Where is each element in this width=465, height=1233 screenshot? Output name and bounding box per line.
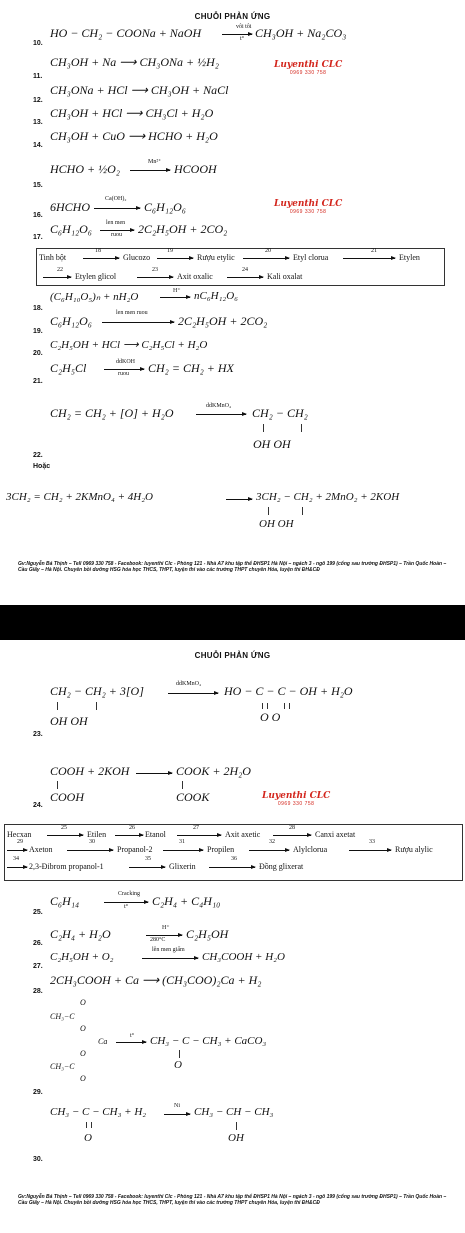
reaction-22-right: CH₂ − CH₂ <box>252 406 308 420</box>
reaction-18-condition-top: H⁺ <box>173 288 181 294</box>
reaction-24-right-bottom: COOK <box>176 790 210 804</box>
reaction-15-left: HCHO + ½O₂ <box>50 162 120 176</box>
reaction-25-right: C₂H₄ + C₄H₁₀ <box>152 894 221 908</box>
step-number: 25 <box>61 825 67 831</box>
reaction-25-condition-bottom: t° <box>124 904 129 910</box>
reaction-23-left: CH₂ − CH₂ + 3[O] <box>50 684 144 698</box>
double-bond <box>284 703 290 709</box>
step-number: 34 <box>13 856 19 862</box>
step-number: 26 <box>129 825 135 831</box>
chain-compound: Axit oxalic <box>177 272 213 281</box>
reaction-30-condition-top: Ni <box>174 1103 180 1109</box>
chain-start: Hecxan <box>7 830 32 839</box>
chain-compound: Axit axetic <box>225 830 261 839</box>
reaction-number: 24. <box>33 802 43 809</box>
chain-compound: Glucozo <box>123 253 151 262</box>
reaction-16-right: C₆H₁₂O₆ <box>144 200 187 214</box>
reaction-number: 29. <box>33 1089 43 1096</box>
brand-phone: 0969 330 758 <box>289 209 327 215</box>
step-number: 31 <box>179 839 185 845</box>
reaction-18-right: nC₆H₁₂O₆ <box>194 290 239 302</box>
chain-arrow <box>249 850 289 851</box>
chain-arrow <box>243 258 289 259</box>
reaction-26-right: C₂H₅OH <box>186 927 229 941</box>
reaction-30-substituent-right: OH <box>228 1132 244 1144</box>
page-title: CHUỖI PHẢN ỨNG <box>194 651 271 660</box>
reaction-number: 20. <box>33 350 43 357</box>
reaction-24-right-top: COOK + 2H₂O <box>176 764 251 778</box>
brand-phone: 0969 330 758 <box>277 801 315 807</box>
reaction-number: 13. <box>33 119 43 126</box>
bond-line <box>236 1122 237 1130</box>
reaction-15-condition-top: Mn²⁺ <box>148 159 162 165</box>
reaction-22-substituents: OH OH <box>253 437 291 451</box>
chain-arrow <box>115 835 143 836</box>
chain-arrow <box>7 867 27 868</box>
reaction-17-condition-top: len men <box>106 220 126 226</box>
reaction-10-left: HO − CH₂ − COONa + NaOH <box>50 26 202 40</box>
reaction-24-left-bottom: COOH <box>50 790 85 804</box>
reaction-arrow <box>116 1042 146 1043</box>
chain-compound: Propilen <box>207 845 235 854</box>
reaction-number: 16. <box>33 212 43 219</box>
reaction-14-equation: CH₃OH + CuO ⟶ HCHO + H₂O <box>50 129 218 143</box>
reaction-21-condition-bottom: ruou <box>118 371 129 377</box>
reaction-arrow <box>168 693 218 694</box>
reaction-number: 10. <box>33 40 43 47</box>
reaction-arrow <box>130 170 170 171</box>
reaction-chain-box <box>36 248 445 286</box>
reaction-28-equation: 2CH₃COOH + Ca ⟶ (CH₃COO)₂Ca + H₂ <box>50 973 262 987</box>
reaction-29-substituent: O <box>174 1059 182 1071</box>
bond-line <box>179 1050 180 1058</box>
bond-line <box>96 702 97 710</box>
step-number: 36 <box>231 856 237 862</box>
bond-line <box>302 507 303 515</box>
reaction-29-acetyl-bottom: CH₃−C <box>50 1062 75 1071</box>
reaction-number: 25. <box>33 909 43 916</box>
reaction-number: 28. <box>33 988 43 995</box>
chain-arrow <box>177 835 221 836</box>
reaction-19-condition-top: len men ruou <box>116 310 148 316</box>
reaction-29-right: CH₃ − C − CH₃ + CaCO₃ <box>150 1035 267 1047</box>
reaction-10-condition-top: vôi tôi <box>236 24 252 30</box>
reaction-arrow <box>160 297 190 298</box>
step-number: 33 <box>369 839 375 845</box>
reaction-23-substituents-right: O O <box>260 710 281 724</box>
brand-watermark <box>274 60 342 76</box>
reaction-10-condition-bottom: t° <box>240 36 245 42</box>
reaction-30-right: CH₃ − CH − CH₃ <box>194 1106 274 1118</box>
reaction-arrow <box>100 230 134 231</box>
step-number: 23 <box>152 267 158 273</box>
reaction-29-condition-top: t° <box>130 1033 135 1039</box>
reaction-27-condition-top: lên men giấm <box>152 947 185 953</box>
brand-watermark <box>274 199 342 215</box>
reaction-27-left: C₂H₅OH + O₂ <box>50 951 114 963</box>
chain-compound: Axeton <box>29 845 53 854</box>
reaction-16-left: 6HCHO <box>50 200 91 214</box>
worksheet-page-1 <box>0 0 465 605</box>
chain-arrow <box>209 867 255 868</box>
reaction-15-right: HCOOH <box>174 162 217 176</box>
reaction-22-condition-top: ddKMnO₄ <box>206 403 232 409</box>
reaction-number: 11. <box>33 73 43 80</box>
bond-line <box>263 424 264 432</box>
chain-arrow <box>163 850 203 851</box>
reaction-10-right: CH₃OH + Na₂CO₃ <box>255 26 347 40</box>
page-footer: Gv:Nguyễn Bá Thịnh – Tell 0969 330 758 - Facebook: luyenthi Clc - Phòng 121 - Nhà A7 khu tập thể ĐHSP1 Hà Nội – ngách 3 - ngõ 199 (cổng sau trường ĐHSP1) – Trần Quốc Hoàn – Cầu Giấy – Hà Nội. Chuyên bồi dưỡng HSG hóa học THCS, THPT, luyện thi vào các trường THPT chuyên Hóa, luyện thi ĐH&CĐ <box>18 1194 447 1206</box>
chain-arrow <box>157 258 193 259</box>
reaction-arrow <box>142 958 198 959</box>
reaction-number: 27. <box>33 963 43 970</box>
reaction-16-condition-top: Ca(OH)₂ <box>105 196 127 202</box>
chain-arrow <box>349 850 391 851</box>
reaction-21-left: C₂H₅Cl <box>50 361 87 375</box>
reaction-19-right: 2C₂H₅OH + 2CO₂ <box>178 314 268 328</box>
reaction-21-condition-top: ddKOH <box>116 359 135 365</box>
chain-compound: 2,3-Đibrom propanol-1 <box>29 862 104 871</box>
chain-compound: Propanol-2 <box>117 845 153 854</box>
bond-line <box>182 781 183 789</box>
double-bond <box>86 1122 92 1128</box>
reaction-arrow <box>104 369 144 370</box>
alternative-label: Hoặc <box>33 463 51 470</box>
reaction-24-left-top: COOH + 2KOH <box>50 764 130 778</box>
chain-compound: Etilen <box>87 830 107 839</box>
step-number: 24 <box>242 267 248 273</box>
reaction-chain-box <box>4 824 463 881</box>
chain-compound: Kali oxalat <box>267 272 303 281</box>
reaction-22-left: CH₂ = CH₂ + [O] + H₂O <box>50 406 174 420</box>
bond-line <box>268 507 269 515</box>
reaction-arrow <box>94 208 140 209</box>
chain-compound: Canxi axetat <box>315 830 356 839</box>
reaction-number: 26. <box>33 940 43 947</box>
brand-name: Luyenthi CLC <box>262 791 331 801</box>
reaction-23-substituents-left: OH OH <box>50 714 88 728</box>
chain-arrow <box>273 835 311 836</box>
chain-arrow <box>137 277 173 278</box>
step-number: 18 <box>95 248 101 254</box>
reaction-11-equation: CH₃OH + Na ⟶ CH₃ONa + ½H₂ <box>50 55 219 69</box>
chain-arrow <box>67 850 113 851</box>
reaction-arrow <box>146 935 182 936</box>
reaction-13-equation: CH₃OH + HCl ⟶ CH₃Cl + H₂O <box>50 106 214 120</box>
reaction-23-right: HO − C − C − OH + H₂O <box>224 684 353 698</box>
reaction-30-substituent-left: O <box>84 1132 92 1144</box>
reaction-29-oxygen-top: O <box>80 998 86 1007</box>
chain-compound: Rượu etylic <box>197 253 235 262</box>
reaction-arrow <box>102 322 174 323</box>
page-footer: Gv:Nguyễn Bá Thịnh – Tell 0969 330 758 - Facebook: luyenthi Clc - Phòng 121 - Nhà A7 khu tập thể ĐHSP1 Hà Nội – ngách 3 - ngõ 199 (cổng sau trường ĐHSP1) – Trần Quốc Hoàn – Cầu Giấy – Hà Nội. Chuyên bồi dưỡng HSG hóa học THCS, THPT, luyện thi vào các trường THPT chuyên Hóa, luyện thi ĐH&CĐ <box>18 561 447 573</box>
chain-compound: Etylen <box>399 253 420 262</box>
brand-name: Luyenthi CLC <box>274 199 343 209</box>
reaction-number: 21. <box>33 378 43 385</box>
reaction-25-left: C₆H₁₄ <box>50 894 80 908</box>
reaction-arrow <box>136 773 172 774</box>
reaction-29-oxygen-bridge: O <box>80 1024 86 1033</box>
chain-compound: Etanol <box>145 830 166 839</box>
bond-line <box>57 702 58 710</box>
reaction-23-condition-top: ddKMnO₄ <box>176 681 202 687</box>
step-number: 29 <box>17 839 23 845</box>
reaction-26-left: C₂H₄ + H₂O <box>50 927 111 941</box>
reaction-number: 30. <box>33 1156 43 1163</box>
brand-phone: 0969 330 758 <box>289 70 327 76</box>
step-number: 20 <box>265 248 271 254</box>
step-number: 32 <box>269 839 275 845</box>
reaction-17-left: C₆H₁₂O₆ <box>50 222 93 236</box>
chain-arrow <box>83 258 119 259</box>
step-number: 28 <box>289 825 295 831</box>
chain-arrow <box>47 835 83 836</box>
chain-compound: Etyl clorua <box>293 253 329 262</box>
step-number: 30 <box>89 839 95 845</box>
reaction-arrow <box>164 1114 190 1115</box>
chain-arrow <box>343 258 395 259</box>
step-number: 19 <box>167 248 173 254</box>
reaction-29-acetyl-top: CH₃−C <box>50 1012 75 1021</box>
page-title: CHUỖI PHẢN ỨNG <box>194 12 271 21</box>
reaction-number: 15. <box>33 182 43 189</box>
worksheet-page-2 <box>0 640 465 1233</box>
reaction-18-left: (C₆H₁₀O₅)ₙ + nH₂O <box>50 291 139 303</box>
chain-compound: Glixerin <box>169 862 196 871</box>
reaction-arrow <box>196 414 246 415</box>
reaction-22b-left: 3CH₂ = CH₂ + 2KMnO₄ + 4H₂O <box>6 491 153 503</box>
reaction-20-equation: C₂H₅OH + HCl ⟶ C₂H₅Cl + H₂O <box>50 339 208 351</box>
reaction-29-oxygen-bottom: O <box>80 1074 86 1083</box>
reaction-26-condition-top: H⁺ <box>162 925 170 931</box>
chain-compound: Rượu alylic <box>395 845 433 854</box>
page-divider <box>0 605 465 640</box>
reaction-number: 22. <box>33 452 43 459</box>
reaction-number: 14. <box>33 142 43 149</box>
step-number: 35 <box>145 856 151 862</box>
chain-compound: Đồng glixerat <box>259 862 304 871</box>
reaction-number: 18. <box>33 305 43 312</box>
reaction-27-right: CH₃COOH + H₂O <box>202 951 285 963</box>
chain-arrow <box>43 277 71 278</box>
step-number: 21 <box>371 248 377 254</box>
chain-compound: Etylen glicol <box>75 272 117 281</box>
reaction-number: 12. <box>33 97 43 104</box>
chain-arrow <box>227 277 263 278</box>
reaction-30-left: CH₃ − C − CH₃ + H₂ <box>50 1106 147 1118</box>
reaction-number: 19. <box>33 328 43 335</box>
reaction-arrow <box>222 34 252 35</box>
double-bond <box>262 703 268 709</box>
reaction-19-left: C₆H₁₂O₆ <box>50 314 93 328</box>
reaction-22b-substituents: OH OH <box>259 518 294 530</box>
reaction-26-condition-bottom: 280°C <box>150 937 166 943</box>
reaction-29-oxygen-bridge: O <box>80 1049 86 1058</box>
step-number: 27 <box>193 825 199 831</box>
chain-start: Tinh bột <box>39 253 67 262</box>
reaction-22b-right: 3CH₂ − CH₂ + 2MnO₂ + 2KOH <box>256 491 400 503</box>
brand-watermark <box>262 791 330 807</box>
step-number: 22 <box>57 267 63 273</box>
reaction-number: 23. <box>33 731 43 738</box>
reaction-12-equation: CH₃ONa + HCl ⟶ CH₃OH + NaCl <box>50 83 229 97</box>
reaction-17-right: 2C₂H₅OH + 2CO₂ <box>138 222 228 236</box>
brand-name: Luyenthi CLC <box>274 60 343 70</box>
chain-arrow <box>7 850 27 851</box>
bond-line <box>57 781 58 789</box>
reaction-25-condition-top: Cracking <box>118 891 140 897</box>
bond-line <box>301 424 302 432</box>
reaction-21-right: CH₂ = CH₂ + HX <box>148 361 234 375</box>
chain-compound: Alylclorua <box>293 845 328 854</box>
reaction-29-calcium: Ca <box>98 1037 108 1046</box>
chain-arrow <box>129 867 165 868</box>
reaction-number: 17. <box>33 234 43 241</box>
reaction-17-condition-bottom: ruou <box>111 232 122 238</box>
reaction-arrow <box>226 499 252 500</box>
reaction-arrow <box>104 902 148 903</box>
